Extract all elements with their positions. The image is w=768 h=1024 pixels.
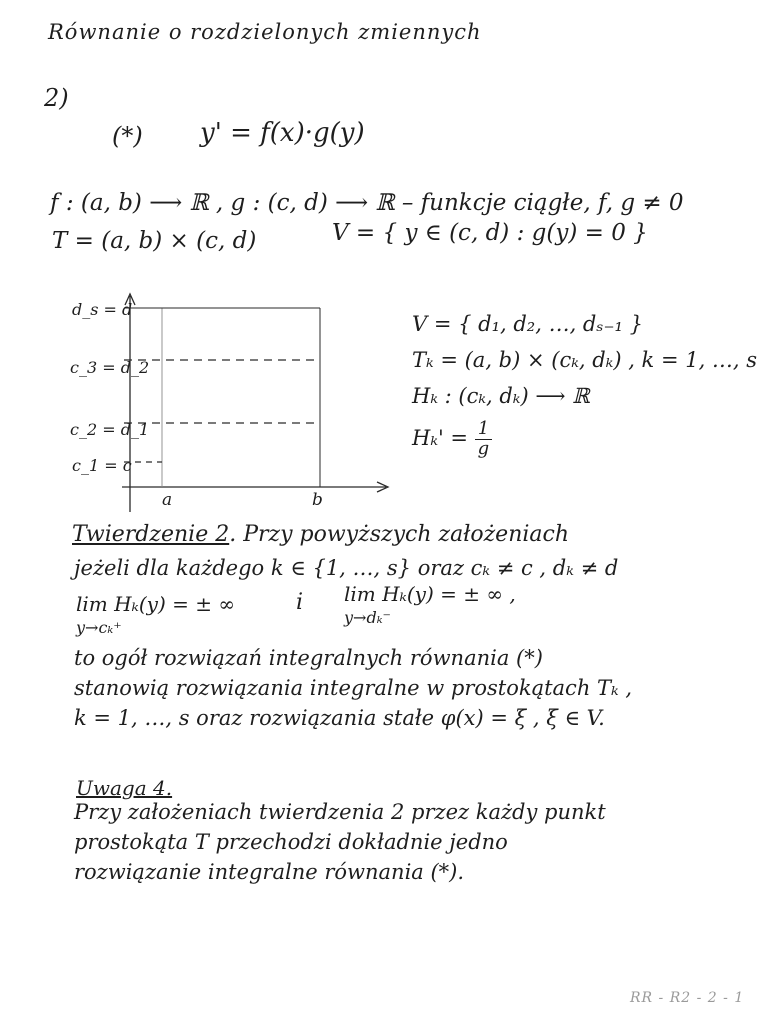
theorem-heading	[72, 522, 569, 547]
one-over-g	[475, 420, 492, 459]
zero-set-definition: V = { y ∈ (c, d) : g(y) = 0 }	[332, 220, 648, 246]
limit-upper-sub: y→dₖ⁻	[344, 608, 391, 627]
limit-upper	[344, 582, 516, 627]
fraction-denominator: g	[477, 437, 490, 459]
hk-derivative	[412, 420, 492, 459]
label-ds: d_s = d	[72, 300, 133, 319]
function-definitions: f : (a, b) ⟶ ℝ , g : (c, d) ⟶ ℝ – funkcje ciągłe, f, g ≠ 0	[50, 190, 684, 216]
hk-definition: Hₖ : (cₖ, dₖ) ⟶ ℝ	[412, 384, 590, 408]
hk-derivative-lhs: Hₖ' =	[412, 425, 469, 450]
remark-title: Uwaga 4.	[76, 776, 173, 800]
theorem-line-5: k = 1, …, s oraz rozwiązania stałe φ(x) = ξ , ξ ∈ V.	[74, 706, 605, 730]
equation-marker: (*)	[112, 122, 143, 150]
theorem-title: Twierdzenie 2	[72, 522, 230, 547]
main-equation: y' = f(x)·g(y)	[200, 118, 365, 148]
label-b: b	[312, 490, 323, 510]
limit-lower-sub: y→cₖ⁺	[76, 618, 122, 637]
label-a: a	[162, 490, 173, 510]
limit-lower	[76, 592, 235, 637]
tk-definition: Tₖ = (a, b) × (cₖ, dₖ) , k = 1, …, s	[412, 348, 758, 372]
remark-line-3: rozwiązanie integralne równania (*).	[74, 860, 465, 884]
label-c3: c_3 = d_2	[70, 358, 150, 377]
limit-upper-expr: lim Hₖ(y) = ± ∞ ,	[344, 582, 516, 606]
label-c2: c_2 = d_1	[70, 420, 150, 439]
rectangle-definition: T = (a, b) × (c, d)	[52, 228, 257, 254]
remark-line-1: Przy założeniach twierdzenia 2 przez każdy punkt	[74, 800, 606, 824]
page-title: Równanie o rozdzielonych zmiennych	[48, 20, 482, 44]
theorem-title-rest: . Przy powyższych założeniach	[229, 522, 569, 547]
v-set: V = { d₁, d₂, …, dₛ₋₁ }	[412, 312, 643, 336]
section-number: 2)	[44, 84, 69, 112]
page-code: RR - R2 - 2 - 1	[630, 990, 745, 1006]
conjunction: i	[296, 590, 304, 615]
theorem-line-1: jeżeli dla każdego k ∈ {1, …, s} oraz cₖ ≠ c , dₖ ≠ d	[74, 556, 619, 580]
theorem-line-4: stanowią rozwiązania integralne w prostokątach Tₖ ,	[74, 676, 633, 700]
remark-line-2: prostokąta T przechodzi dokładnie jedno	[74, 830, 508, 854]
theorem-line-3: to ogół rozwiązań integralnych równania (*)	[74, 646, 543, 670]
fraction-numerator: 1	[475, 420, 492, 440]
limit-lower-expr: lim Hₖ(y) = ± ∞	[76, 592, 236, 616]
label-c1: c_1 = c	[72, 456, 132, 475]
